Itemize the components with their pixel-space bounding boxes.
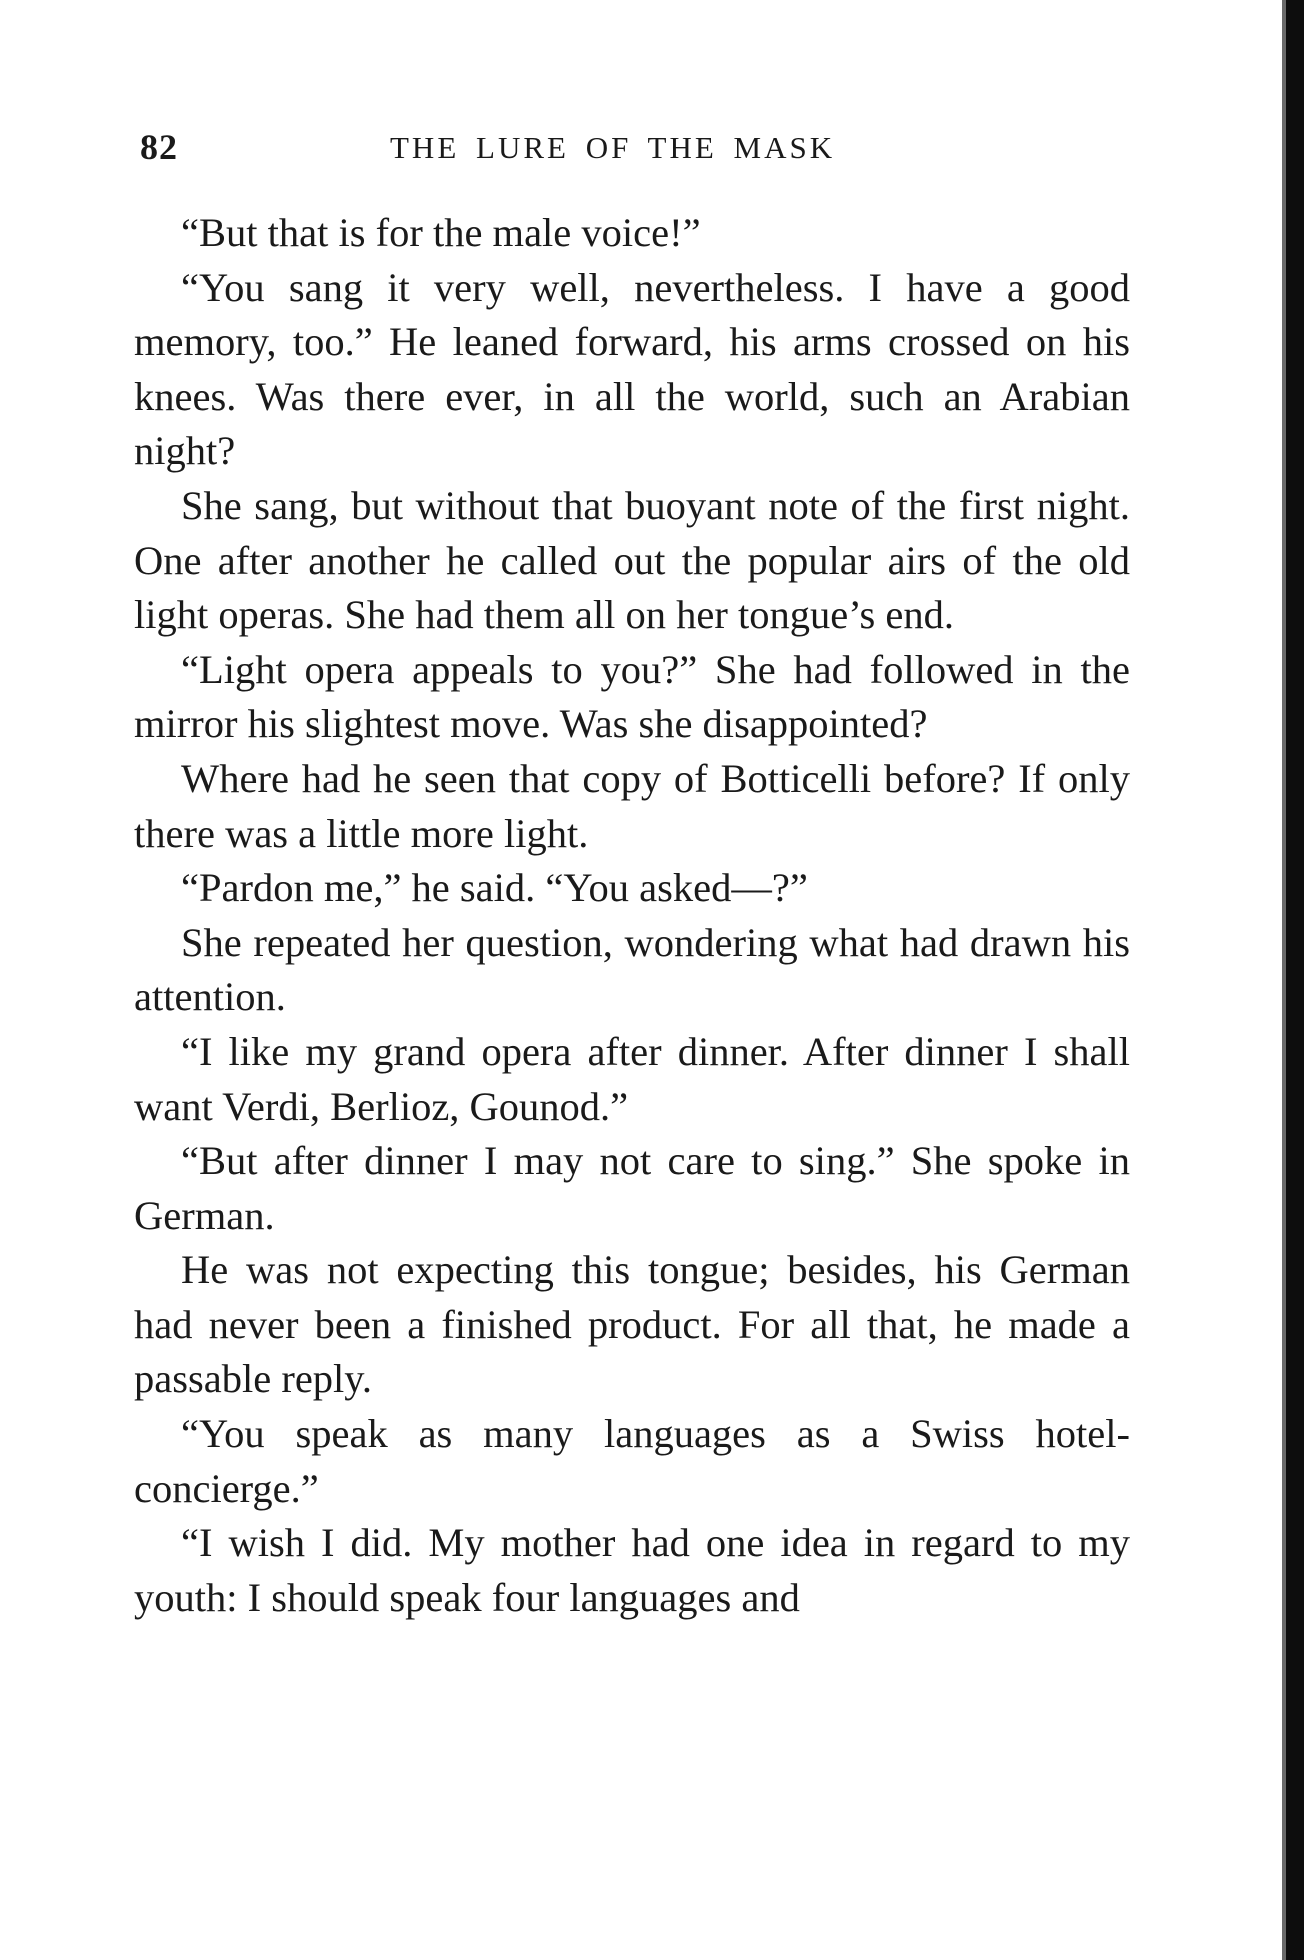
paragraph: “I wish I did. My mother had one idea in regard to my youth: I should speak four languages and (134, 1520, 1130, 1620)
paragraph: “Pardon me,” he said. “You asked—?” (181, 865, 808, 911)
page-number: 82 (140, 127, 178, 167)
paragraph: She sang, but without that buoyant note of the first night. One after another he called out the popular airs of the old light operas. She had them all on her tongue’s end. (134, 482, 1130, 638)
book-spine-shadow (1286, 0, 1304, 1960)
running-title: THE LURE OF THE MASK (390, 130, 836, 165)
paragraph: Where had he seen that copy of Botticelli before? If only there was a little more light. (134, 755, 1130, 856)
paragraph: “You sang it very well, nevertheless. I have a good memory, too.” He leaned forward, his arms crossed on his knees. Was there ever, in all the world, such an Arabian night? (134, 264, 1130, 474)
paragraph: “I like my grand opera after dinner. After dinner I shall want Verdi, Berlioz, Gounod.” (134, 1028, 1130, 1129)
paragraph: “But that is for the male voice!” (181, 210, 701, 255)
body-text (134, 206, 1130, 1625)
paragraph: She repeated her question, wondering what had drawn his attention. (134, 919, 1130, 1020)
paragraph: “You speak as many languages as a Swiss hotel-concierge.” (134, 1411, 1130, 1511)
paragraph: He was not expecting this tongue; besides, his German had never been a finished product. For all that, he made a passable reply. (134, 1247, 1130, 1402)
paragraph: “But after dinner I may not care to sing.” She spoke in German. (134, 1138, 1130, 1238)
paragraph: “Light opera appeals to you?” She had followed in the mirror his slightest move. Was she disappointed? (134, 646, 1130, 747)
page-header (140, 126, 1130, 176)
